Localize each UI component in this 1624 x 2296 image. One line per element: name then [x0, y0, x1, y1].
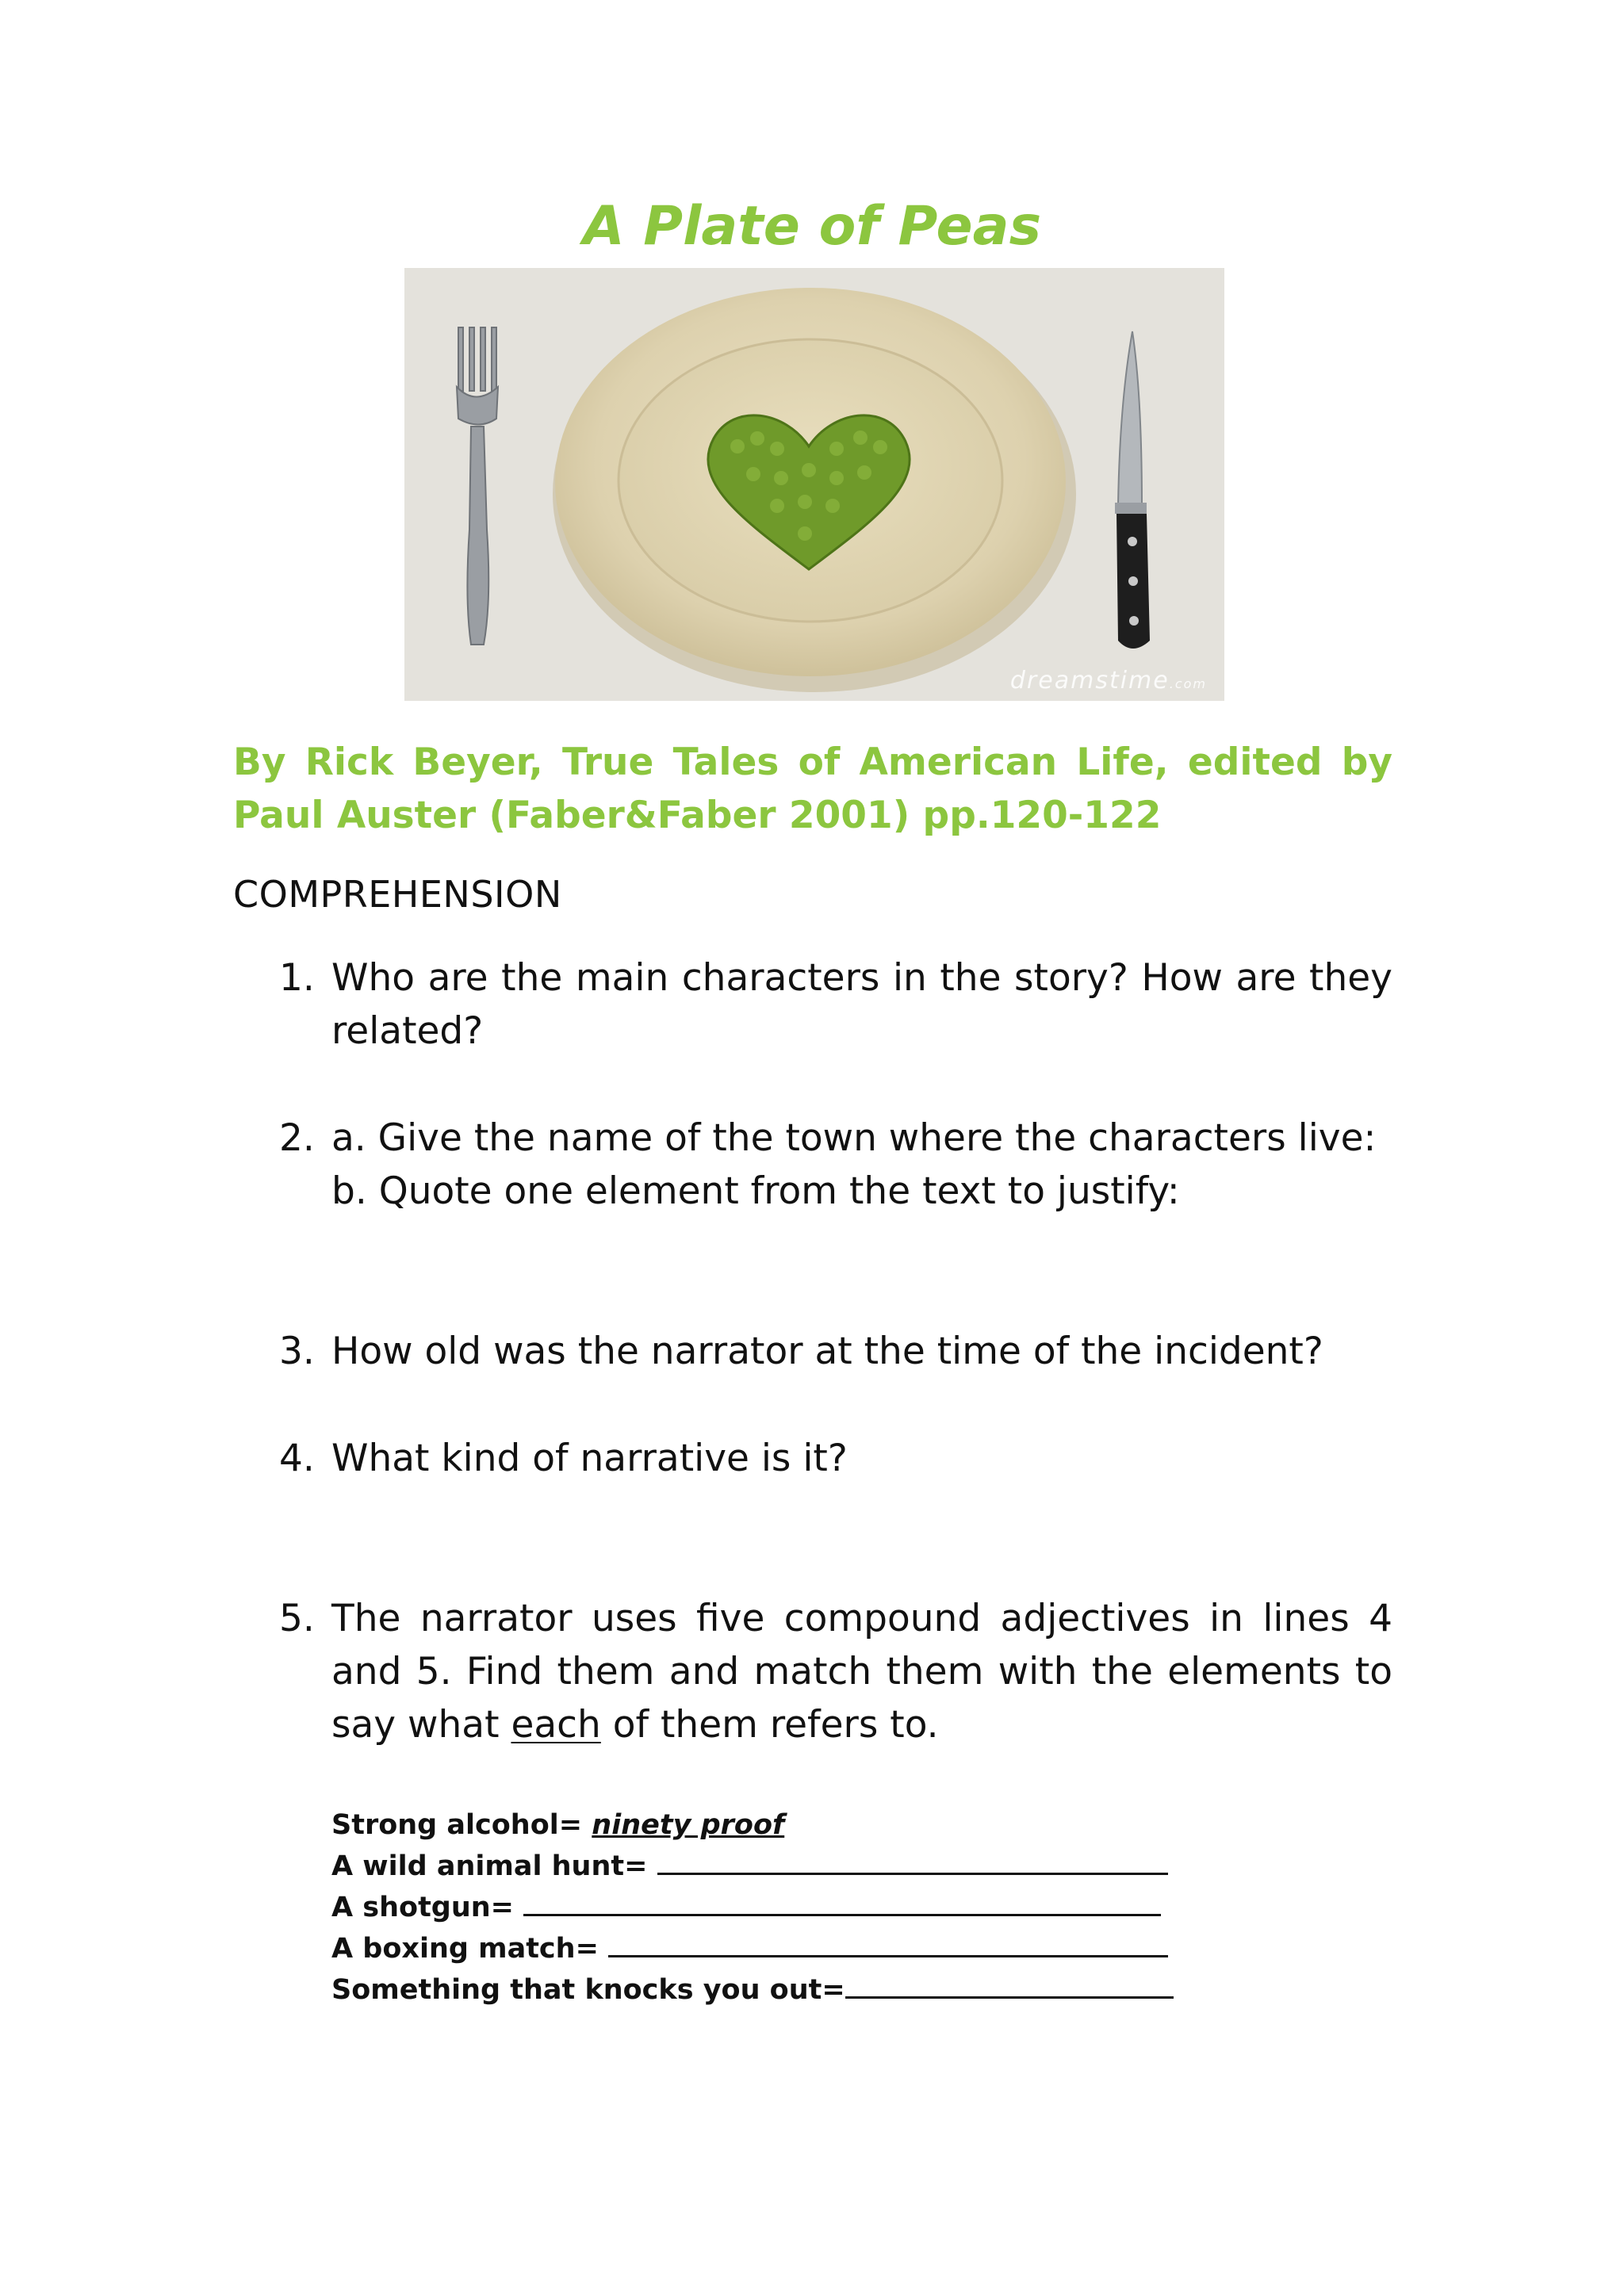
question-text: The narrator uses five compound adjectives in lines 4 and 5. Find them and match them with the elements to say what each of them refers to.: [331, 1597, 1392, 1747]
question-number: 2.: [279, 1116, 315, 1160]
match-row: A boxing match=: [331, 1927, 1174, 1968]
answer-blank[interactable]: [523, 1885, 1161, 1916]
question-part-b: b. Quote one element from the text to justify:: [331, 1169, 1180, 1213]
question-number: 5.: [279, 1597, 315, 1640]
match-row: Something that knocks you out=: [331, 1968, 1174, 2009]
question-text: How old was the narrator at the time of the incident?: [331, 1330, 1323, 1373]
match-row: A wild animal hunt=: [331, 1844, 1174, 1885]
question-4: [233, 1432, 1392, 1485]
match-answer: ninety proof: [592, 1809, 785, 1841]
question-text: What kind of narrative is it?: [331, 1437, 848, 1480]
question-5: [233, 1592, 1392, 1751]
question-3: [233, 1325, 1392, 1378]
question-number: 4.: [279, 1437, 315, 1480]
question-text: Who are the main characters in the story? How are they related?: [331, 956, 1392, 1053]
matching-exercise: [331, 1806, 1174, 2009]
question-number: 3.: [279, 1330, 315, 1373]
plate-illustration: [404, 268, 1224, 701]
question-part-a: a. Give the name of the town where the characters live:: [331, 1116, 1377, 1160]
emphasized-word: each: [511, 1703, 601, 1747]
page-title: A Plate of Peas: [582, 195, 1042, 258]
answer-blank[interactable]: [608, 1927, 1168, 1957]
question-number: 1.: [279, 956, 315, 1000]
match-row: A shotgun=: [331, 1885, 1174, 1927]
plate-of-peas-photo: [404, 268, 1224, 701]
answer-blank[interactable]: [657, 1844, 1168, 1875]
answer-blank[interactable]: [845, 1968, 1174, 1999]
question-1: [233, 951, 1392, 1058]
match-row: Strong alcohol= ninety proof: [331, 1809, 785, 1841]
photo-watermark: dreamstime.com: [1009, 667, 1207, 695]
section-heading: COMPREHENSION: [233, 873, 562, 916]
source-byline: By Rick Beyer, True Tales of American Life, edited by Paul Auster (Faber&Faber 2001) pp.120-122: [233, 740, 1392, 837]
question-2: [233, 1112, 1392, 1218]
